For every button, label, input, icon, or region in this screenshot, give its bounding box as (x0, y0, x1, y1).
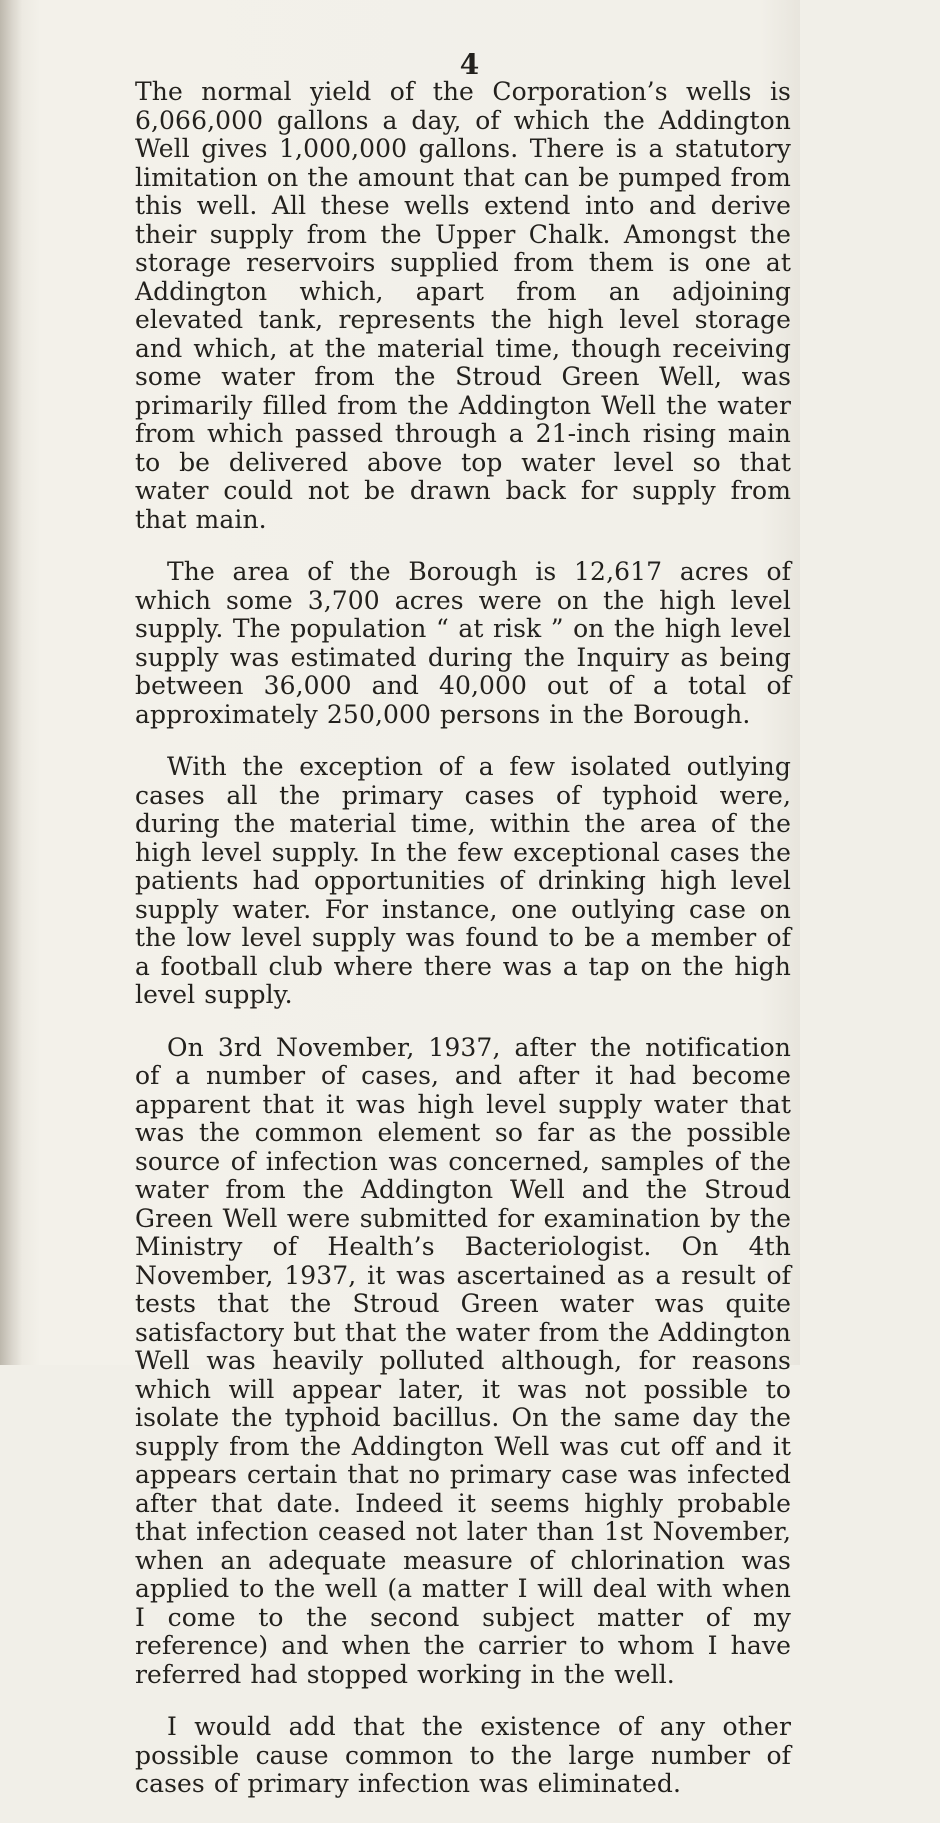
page-number: 4 (459, 48, 481, 81)
paragraph-borough-area: The area of the Borough is 12,617 acres of which some 3,700 acres were on the high level supply. The population “ at risk ” on the high level supply was estimated during the Inquiry as being between 36,000 and 40,000 out of a total of approximately 250,000 persons in the Borough. (135, 557, 791, 729)
paragraph-november-samples: On 3rd November, 1937, after the notification of a number of cases, and after it had become apparent that it was high level supply water that was the common element so far as the possible source of infection was concerned, samples of the water from the Addington Well and the Stroud Green Well were submitted for examination by the Ministry of Health’s Bacteriologist. On 4th November, 1937, it was ascertained as a result of tests that the Stroud Green water was quite satisfactory but that the water from the Addington Well was heavily polluted although, for reasons which will appear later, it was not possible to isolate the typhoid bacillus. On the same day the supply from the Addington Well was cut off and it appears certain that no primary case was infected after that date. Indeed it seems highly probable that infection ceased not later than 1st November, when an adequate measure of chlorination was applied to the well (a matter I will deal with when I come to the second subject matter of my reference) and when the carrier to whom I have referred had stopped working in the well. (135, 1032, 791, 1689)
paragraph-water-supply: The normal yield of the Corporation’s wells is 6,066,000 gallons a day, of which the Addington Well gives 1,000,000 gallons. There is a statutory limitation on the amount that can be pumped from this well. All these wells extend into and derive their supply from the Upper Chalk. Amongst the storage reservoirs supplied from them is one at Addington which, apart from an adjoining elevated tank, represents the high level storage and which, at the material time, though receiving some water from the Stroud Green Well, was primarily filled from the Addington Well the water from which passed through a 21-inch rising main to be delivered above top water level so that water could not be drawn back for supply from that main. (135, 77, 791, 534)
paragraph-other-causes: I would add that the existence of any other possible cause common to the large number of cases of primary infection was eliminated. (135, 1712, 791, 1798)
body-text (135, 78, 791, 1823)
page-spine-shadow (0, 0, 22, 1365)
paragraph-primary-cases: With the exception of a few isolated outlying cases all the primary cases of typhoid were, during the material time, within the area of the high level supply. In the few exceptional cases the patients had opportunities of drinking high level supply water. For instance, one outlying case on the low level supply was found to be a member of a football club where there was a tap on the high level supply. (135, 752, 791, 1009)
